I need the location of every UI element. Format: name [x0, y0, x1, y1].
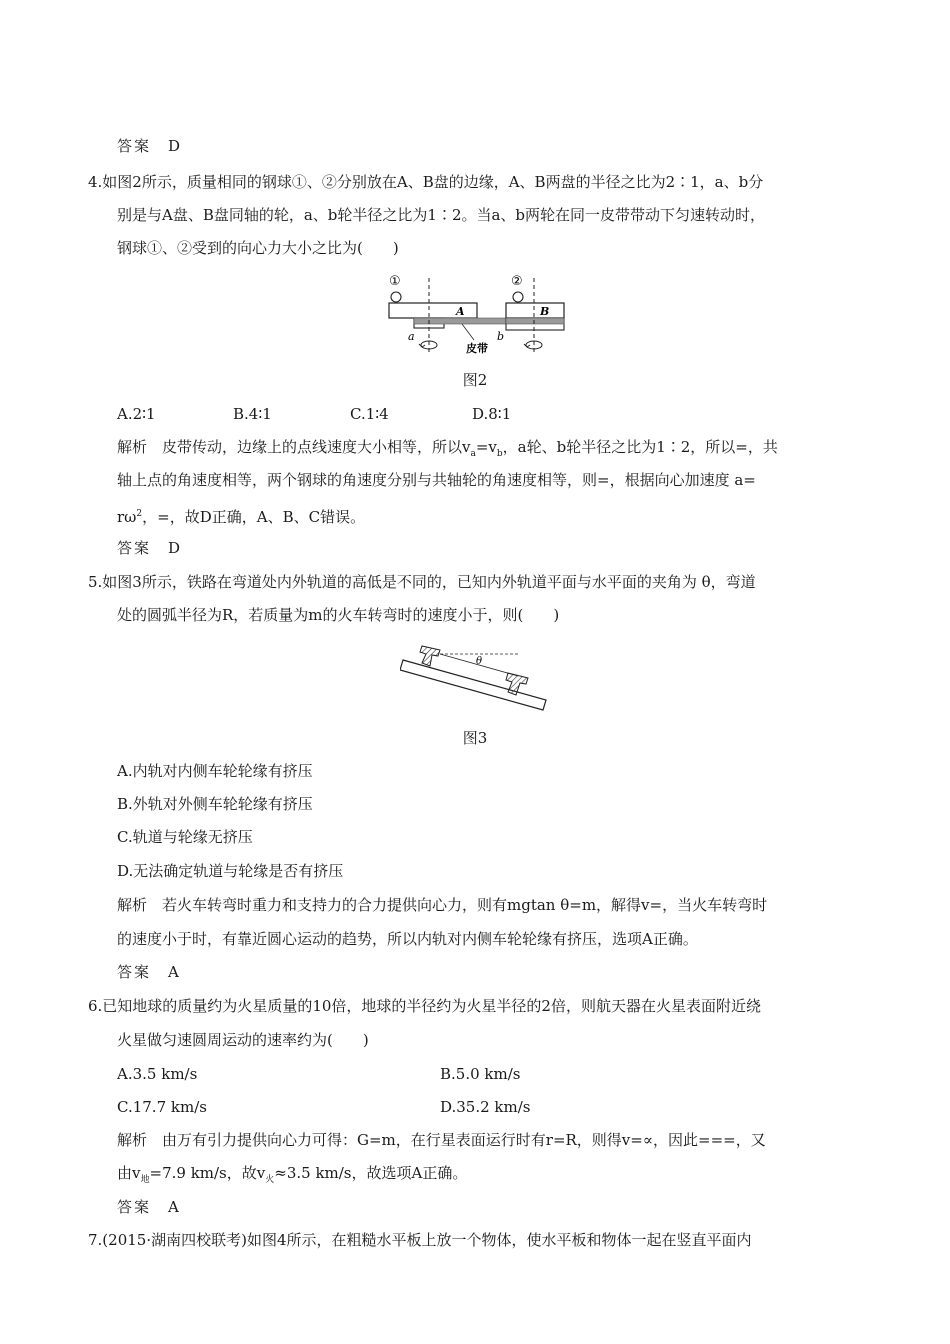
- q6-option-a: A.3.5 km/s: [117, 1065, 198, 1083]
- q4-stem-line2: 别是与A盘、B盘同轴的轮，a、b轮半径之比为1∶2。当a、b两轮在同一皮带带动下匀速转动时，: [117, 206, 766, 224]
- q5-option-c: C.轨道与轮缘无挤压: [117, 828, 253, 846]
- disc-b: [506, 303, 564, 318]
- wheel-b-label: b: [497, 330, 505, 343]
- q7-stem-line1: 7.(2015·湖南四校联考)如图4所示，在粗糙水平板上放一个物体，使水平板和物体一起在竖直平面内: [88, 1231, 752, 1249]
- q4-answer: 答案 D: [117, 539, 183, 557]
- q4-analysis-line1: 解析 皮带传动，边缘上的点线速度大小相等，所以$v_a=v_b$，a轮、b轮半径之比为1∶2，所以=，共: [117, 438, 778, 459]
- figure-2-caption: 图2: [462, 371, 488, 389]
- q4-option-d: D.8∶1: [472, 405, 512, 423]
- q4-analysis-line3: $r\omega^2$，=，故D正确，A、B、C错误。: [117, 508, 366, 526]
- q6-stem-line2: 火星做匀速圆周运动的速率约为( ): [117, 1031, 369, 1049]
- disc-b-label: B: [540, 305, 550, 318]
- q6-option-c: C.17.7 km/s: [117, 1098, 207, 1116]
- ball-1: [391, 292, 401, 302]
- q4-option-a: A.2∶1: [117, 405, 156, 423]
- q6-option-d: D.35.2 km/s: [440, 1098, 531, 1116]
- figure-3-banked-track: [400, 640, 550, 720]
- q6-analysis-line1: 解析 由万有引力提供向心力可得：G=m，在行星表面运行时有r=R，则得v=∝，因此===，又: [117, 1131, 766, 1149]
- q5-answer: 答案 A: [117, 963, 181, 981]
- q5-analysis-line2: 的速度小于时，有靠近圆心运动的趋势，所以内轨对内侧车轮轮缘有挤压，选项A正确。: [117, 930, 698, 948]
- q4-option-c: C.1∶4: [350, 405, 389, 423]
- belt-label: 皮带: [466, 342, 488, 355]
- q4-analysis-line2: 轴上点的角速度相等，两个钢球的角速度分别与共轴轮的角速度相等，则=，根据向心加速度 a=: [117, 471, 756, 489]
- ball-2-label: ②: [511, 274, 523, 289]
- q5-option-a: A.内轨对内侧车轮轮缘有挤压: [117, 762, 313, 780]
- inner-rail: [420, 646, 440, 666]
- q4-stem-line1: 4.如图2所示，质量相同的钢球①、②分别放在A、B盘的边缘，A、B两盘的半径之比为2∶1，a、b分: [88, 173, 764, 191]
- q6-analysis-line2: 由$v_地=7.9$ km/s，故$v_火\approx 3.5$ km/s，故选项A正确。: [117, 1164, 468, 1185]
- disc-a-label: A: [456, 305, 465, 318]
- figure-3-caption: 图3: [462, 729, 488, 747]
- ball-2: [513, 292, 523, 302]
- q5-option-d: D.无法确定轨道与轮缘是否有挤压: [117, 862, 344, 880]
- outer-rail: [506, 673, 528, 695]
- q4-stem-line3: 钢球①、②受到的向心力大小之比为( ): [117, 239, 399, 257]
- ball-1-label: ①: [389, 274, 401, 289]
- q5-analysis-line1: 解析 若火车转弯时重力和支持力的合力提供向心力，则有mgtan θ=m，解得v=，当火车转弯时: [117, 896, 768, 914]
- track-bed: [400, 660, 546, 710]
- q6-stem-line1: 6.已知地球的质量约为火星质量的10倍，地球的半径约为火星半径的2倍，则航天器在火星表面附近绕: [88, 997, 761, 1015]
- figure-2-belt-drive: [384, 270, 574, 360]
- q6-option-b: B.5.0 km/s: [440, 1065, 521, 1083]
- q4-option-b: B.4∶1: [233, 405, 272, 423]
- q5-stem-line2: 处的圆弧半径为R，若质量为m的火车转弯时的速度小于，则( ): [117, 606, 560, 624]
- wheel-a-label: a: [408, 330, 415, 343]
- angle-theta-label: θ: [476, 656, 483, 667]
- q3-answer: 答案 D: [117, 137, 183, 155]
- q5-stem-line1: 5.如图3所示，铁路在弯道处内外轨道的高低是不同的，已知内外轨道平面与水平面的夹角为 θ，弯道: [88, 573, 756, 591]
- q6-answer: 答案 A: [117, 1198, 181, 1216]
- q5-option-b: B.外轨对外侧车轮轮缘有挤压: [117, 795, 313, 813]
